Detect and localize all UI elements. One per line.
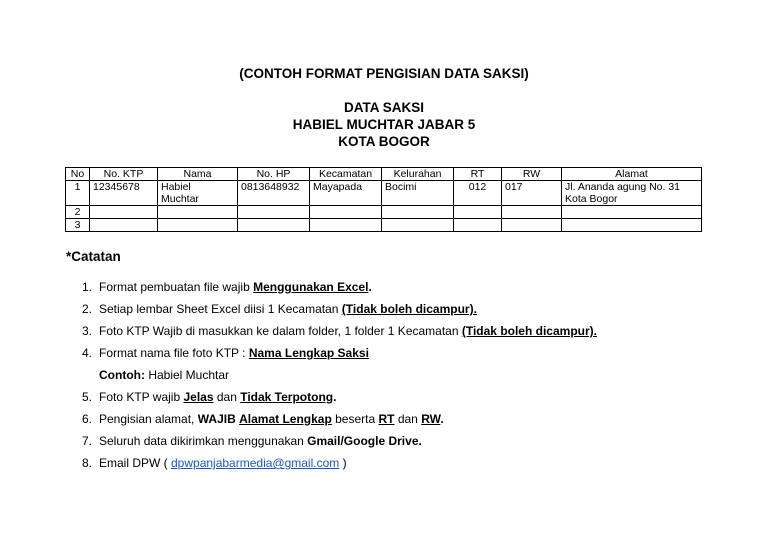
col-header-ktp: No. KTP: [90, 168, 158, 181]
cell-no: 1: [66, 181, 90, 206]
note-number: 8.: [82, 456, 93, 470]
cell-rw: 017: [502, 181, 562, 206]
cell-empty: [310, 206, 382, 219]
cell-alamat-line1: Jl. Ananda agung No. 31: [565, 181, 681, 193]
document-subtitle-name: HABIEL MUCHTAR JABAR 5: [292, 117, 476, 132]
note-item-7: [82, 434, 597, 456]
note-text: Email DPW (: [99, 456, 171, 470]
cell-empty: [502, 219, 562, 232]
note-text: .: [368, 280, 372, 294]
document-subtitle-city: KOTA BOGOR: [338, 134, 430, 149]
note-text: ): [339, 456, 347, 470]
cell-kecamatan: Mayapada: [310, 181, 382, 206]
note-bold: WAJIB: [197, 412, 236, 426]
note-number: 2.: [82, 302, 93, 316]
note-emphasis: Nama Lengkap Saksi: [248, 346, 369, 360]
note-text: dan: [394, 412, 422, 426]
note-emphasis: Alamat Lengkap: [239, 412, 332, 426]
note-text: .: [440, 412, 444, 426]
note-text: Foto KTP Wajib di masukkan ke dalam folder, 1 folder 1 Kecamatan: [99, 324, 462, 338]
note-emphasis: Jelas: [183, 390, 214, 404]
note-text: dan: [213, 390, 241, 404]
cell-empty: [310, 219, 382, 232]
note-item-8: [82, 456, 597, 478]
note-text: Format pembuatan file wajib: [99, 280, 254, 294]
table-header-row: [66, 168, 702, 181]
note-emphasis: RW: [421, 412, 441, 426]
col-header-kecamatan: Kecamatan: [310, 168, 382, 181]
cell-hp: 0813648932: [238, 181, 310, 206]
email-link[interactable]: dpwpanjabarmedia@gmail.com: [171, 456, 340, 470]
note-number: 7.: [82, 434, 93, 448]
note-example: [82, 368, 597, 390]
cell-empty: [90, 206, 158, 219]
cell-kelurahan: Bocimi: [382, 181, 454, 206]
note-number: 3.: [82, 324, 93, 338]
note-item-3: [82, 324, 597, 346]
note-item-6: [82, 412, 597, 434]
col-header-hp: No. HP: [238, 168, 310, 181]
example-label: Contoh:: [99, 368, 145, 382]
col-header-kelurahan: Kelurahan: [382, 168, 454, 181]
cell-nama: [158, 181, 238, 206]
cell-ktp: 12345678: [90, 181, 158, 206]
document-title: DATA SAKSI: [344, 100, 424, 115]
note-text: Format nama file foto KTP :: [99, 346, 249, 360]
note-item-4: [82, 346, 597, 368]
col-header-rw: RW: [502, 168, 562, 181]
cell-empty: [158, 206, 238, 219]
cell-empty: [562, 206, 702, 219]
note-item-1: [82, 280, 597, 302]
note-emphasis: (Tidak boleh dicampur).: [461, 324, 597, 338]
cell-empty: [382, 219, 454, 232]
cell-empty: [454, 219, 502, 232]
note-number: 5.: [82, 390, 93, 404]
col-header-nama: Nama: [158, 168, 238, 181]
cell-empty: [158, 219, 238, 232]
table-row: [66, 219, 702, 232]
witness-data-table: [65, 167, 702, 232]
notes-list: [82, 280, 597, 478]
note-emphasis: RT: [378, 412, 395, 426]
table-row: [66, 181, 702, 206]
cell-empty: [382, 206, 454, 219]
cell-empty: [238, 219, 310, 232]
note-text: Seluruh data dikirimkan menggunakan: [99, 434, 308, 448]
cell-rt: 012: [454, 181, 502, 206]
cell-empty: [238, 206, 310, 219]
cell-alamat: [562, 181, 702, 206]
note-number: 1.: [82, 280, 93, 294]
cell-alamat-line2: Kota Bogor: [565, 193, 618, 205]
note-item-5: [82, 390, 597, 412]
notes-heading: *Catatan: [66, 249, 121, 264]
note-emphasis: Menggunakan Excel: [253, 280, 369, 294]
note-number: 6.: [82, 412, 93, 426]
note-number: 4.: [82, 346, 93, 360]
col-header-alamat: Alamat: [562, 168, 702, 181]
cell-no: 2: [66, 206, 90, 219]
col-header-rt: RT: [454, 168, 502, 181]
example-value: Habiel Muchtar: [144, 368, 230, 382]
example-format-heading: (CONTOH FORMAT PENGISIAN DATA SAKSI): [239, 66, 529, 81]
note-emphasis: Tidak Terpotong: [240, 390, 334, 404]
note-text: Setiap lembar Sheet Excel diisi 1 Kecamatan: [99, 302, 342, 316]
note-text: beserta: [331, 412, 379, 426]
cell-nama-line2: Muchtar: [161, 193, 199, 205]
cell-empty: [502, 206, 562, 219]
note-text: Pengisian alamat,: [99, 412, 198, 426]
note-text: .: [333, 390, 337, 404]
note-text: Foto KTP wajib: [99, 390, 184, 404]
cell-empty: [562, 219, 702, 232]
cell-nama-line1: Habiel: [161, 181, 191, 193]
cell-empty: [90, 219, 158, 232]
col-header-no: No: [66, 168, 90, 181]
table-row: [66, 206, 702, 219]
note-bold: Gmail/Google Drive.: [307, 434, 422, 448]
cell-no: 3: [66, 219, 90, 232]
cell-empty: [454, 206, 502, 219]
note-emphasis: (Tidak boleh dicampur).: [341, 302, 477, 316]
note-item-2: [82, 302, 597, 324]
